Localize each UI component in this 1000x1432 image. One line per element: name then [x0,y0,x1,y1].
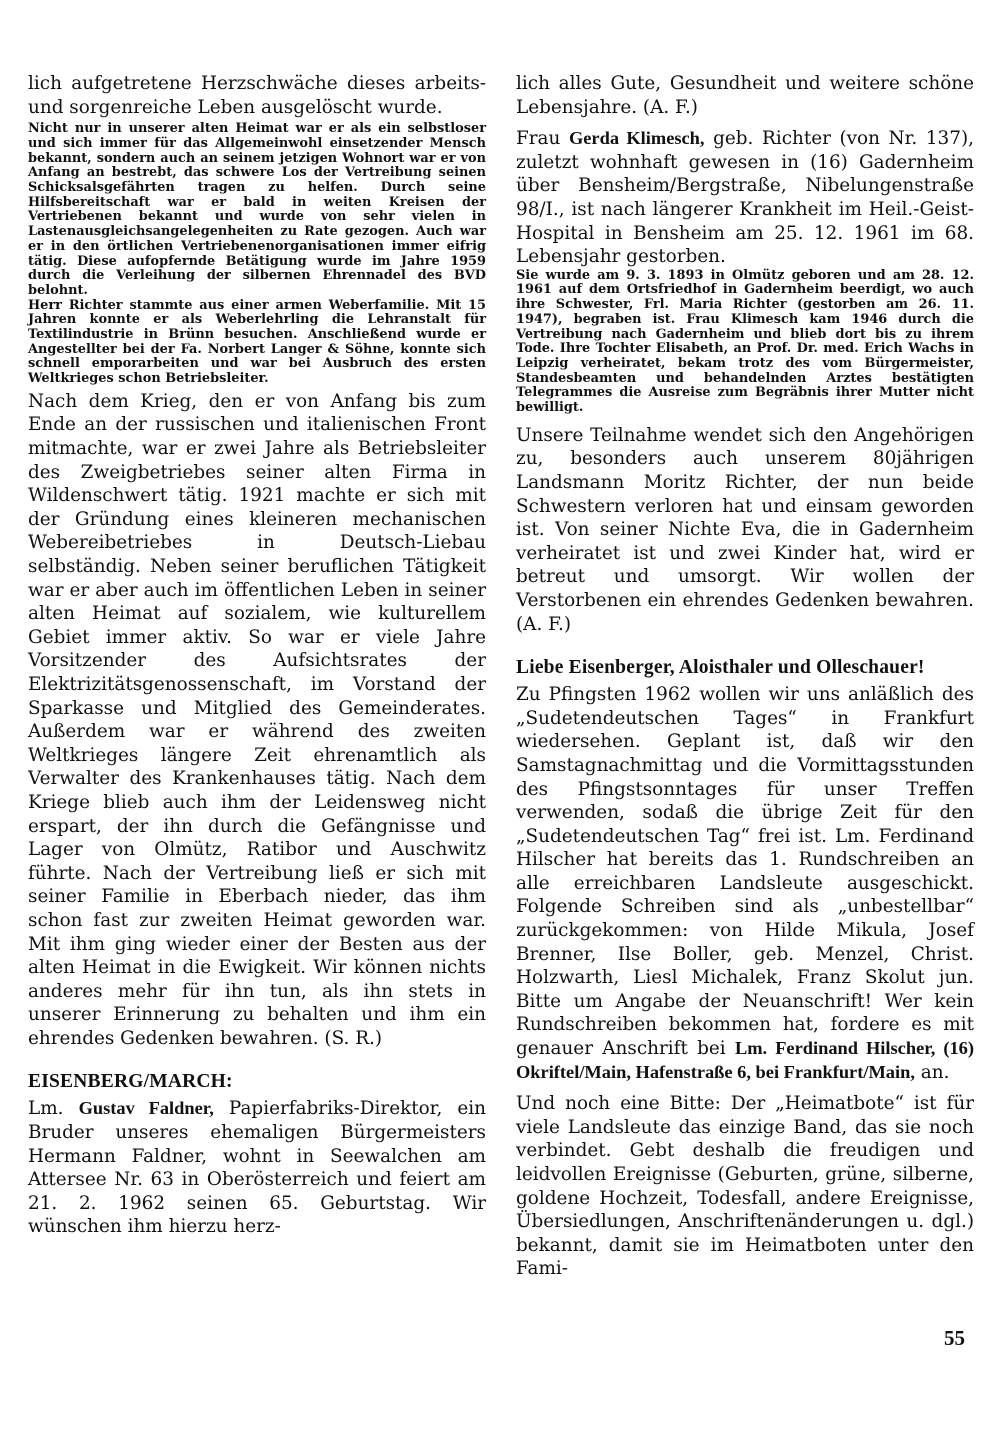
person-name-faldner: Gustav Faldner, [78,1098,214,1119]
obituary-klimesch [516,127,974,269]
request-paragraph: Und noch eine Bitte: Der „Heimatbote“ ist für viele Landsleute das einzige Band, das sie noch verbindet. Gebt deshalb die freudigen und leidvollen Ereignisse (Geburten, grüne, silberne, goldene Hochzeit, Todesfall, andere Ereignisse, Übersiedlungen, Anschriftenänderungen u. dgl.) bekannt, damit sie im Heimatboten unter den Fami- [516,1093,974,1280]
contact-address: Lm. Ferdinand Hilscher, (16) Okriftel/Main, Hafenstraße 6, bei Frankfurt/Main, [516,1038,974,1082]
title-prefix: Lm. [28,1098,64,1120]
obituary-richter-intro: lich aufgetretene Herzschwäche dieses arbeits- und sorgenreiche Leben ausgelöscht wurde. [28,73,486,118]
person-name-klimesch: Gerda Klimesch, [568,128,705,149]
obituary-klimesch-details: Sie wurde am 9. 3. 1893 in Olmütz geboren und am 28. 12. 1961 auf dem Ortsfriedhof in Gadernheim beerdigt, wo auch ihre Schwester, Frl. Maria Richter (gestorben am 26. 11. 1947), begraben ist. Frau Klimesch kam 1946 durch die Vertreibung nach Gadernheim und blieb dort bis zu ihrem Tode. Ihre Tochter Elisabeth, an Prof. Dr. med. Erich Wachs in Leipzig verheiratet, bekam trotz des vom Bürgermeister, Standesbeamten und behandelnden Arztes bestätigten Telegrammes die Ausreise zum Begräbnis ihrer Mutter nicht bewilligt. [516,267,974,416]
obituary-richter-career: Herr Richter stammte aus einer armen Weberfamilie. Mit 15 Jahren konnte er als Weberlehrling die Lehranstalt für Textilindustrie in Brünn besuchen. Anschließend wurde er Angestellter bei der Fa. Norbert Langer & Söhne, konnte sich schnell emporarbeiten und war bei Ausbruch des ersten Weltkrieges schon Betriebsleiter. [28,297,486,387]
title-prefix: Frau [516,128,561,150]
section-heading-greeting: Liebe Eisenberger, Aloisthaler und Olleschauer! [516,657,925,679]
meeting-announcement-end: an. [920,1061,950,1083]
page-number: 55 [944,1326,965,1350]
birthday-wishes-end: lich alles Gute, Gesundheit und weitere schöne Lebensjahre. (A. F.) [516,73,974,118]
left-column [28,72,486,1239]
birthday-faldner [28,1097,486,1239]
right-column [516,72,974,1281]
condolence-paragraph: Unsere Teilnahme wendet sich den Angehörigen zu, besonders auch unserem 80jährigen Landsmann Moritz Richter, der nun beide Schwestern verloren hat und einsam geworden ist. Von seiner Nichte Eva, die in Gadernheim verheiratet ist und zwei Kinder hat, wird er betreut und umsorgt. Wir wollen der Verstorbenen ein ehrendes Gedenken bewahren. (A. F.) [516,424,974,635]
obituary-richter-community: Nicht nur in unserer alten Heimat war er als ein selbstloser und sich immer für das Allgemeinwohl einsetzender Mensch bekannt, sondern auch an seinem jetzigen Wohnort war er von Anfang an bestrebt, das schwere Los der Vertreibung seinen Schicksalsgefährten tragen zu helfen. Durch seine Hilfsbereitschaft war er bald in weiten Kreisen der Vertriebenen bekannt und wurde von sehr vielen in Lastenausgleichsangelegenheiten zu Rate gezogen. Auch war er in den örtlichen Vertriebenenorganisationen immer eifrig tätig. Diese aufopfernde Betätigung wurde im Jahre 1959 durch die Verleihung der silbernen Ehrennadel des BVD belohnt. [28,121,486,298]
obituary-richter-life: Nach dem Krieg, den er von Anfang bis zum Ende an der russischen und italienischen Front mitmachte, war er zwei Jahre als Betriebsleiter des Zweigbetriebes seiner alten Firma in Wildenschwert tätig. 1921 machte er sich mit der Gründung eines kleineren mechanischen Webereibetriebes in Deutsch-Liebau selbständig. Neben seiner beruflichen Tätigkeit war er aber auch im öffentlichen Leben in seiner alten Heimat auf sozialem, wie kulturellem Gebiet immer aktiv. So war er viele Jahre Vorsitzender des Aufsichtsrates der Elektrizitätsgenossenschaft, im Vorstand der Sparkasse und Mitglied des Gemeinderates. Außerdem war er während des zweiten Weltkrieges längere Zeit ehrenamtlich als Verwalter des Krankenhauses tätig. Nach dem Kriege blieb auch ihm der Leidensweg nicht erspart, der ihn durch die Gefängnisse und Lager von Olmütz, Ratibor und Auschwitz führte. Nach der Vertreibung ließ er sich mit seiner Familie in Eberbach nieder, das ihm schon fast zur zweiten Heimat geworden war. Mit ihm ging wieder einer der Besten aus der alten Heimat in die Ewigkeit. Wir können nichts anderes mehr für ihn tun, als ihn stets in unserer Erinnerung zu behalten und ihm ein ehrendes Gedenken bewahren. (S. R.) [28,390,486,1049]
obituary-klimesch-text: geb. Richter (von Nr. 137), zuletzt wohnhaft gewesen in (16) Gadernheim über Bensheim/Bergstraße, Nibelungenstraße 98/I., ist nach längerer Krankheit im Heil.-Geist-Hospital in Bensheim am 25. 12. 1961 im 68. Lebensjahr gestorben. [516,128,974,268]
birthday-faldner-text: Papierfabriks-Direktor, ein Bruder unseres ehemaligen Bürgermeisters Hermann Faldner, wohnt in Seewalchen am Attersee Nr. 63 in Oberösterreich und feiert am 21. 2. 1962 seinen 65. Geburtstag. Wir wünschen ihm hierzu herz- [28,1098,486,1238]
meeting-announcement [516,683,974,1084]
section-heading-eisenberg: EISENBERG/MARCH: [28,1071,233,1093]
meeting-announcement-text: Zu Pfingsten 1962 wollen wir uns anläßlich des „Sudetendeutschen Tages“ in Frankfurt wiedersehen. Geplant ist, daß wir den Samstagnachmittag und die Vormittagsstunden des Pfingstsonntages für unser Treffen verwenden, sodaß die übrige Zeit für den „Sudetendeutschen Tag“ frei ist. Lm. Ferdinand Hilscher hat bereits das 1. Rundschreiben an alle erreichbaren Landsleute ausgeschickt. Folgende Schreiben sind als „unbestellbar“ zurückgekommen: von Hilde Mikula, Josef Brenner, Ilse Boller, geb. Menzel, Christ. Holzwarth, Liesl Michalek, Franz Skolut jun. Bitte um Angabe der Neuanschrift! Wer kein Rundschreiben bekommen hat, fordere es mit genauer Anschrift bei [516,684,974,1060]
